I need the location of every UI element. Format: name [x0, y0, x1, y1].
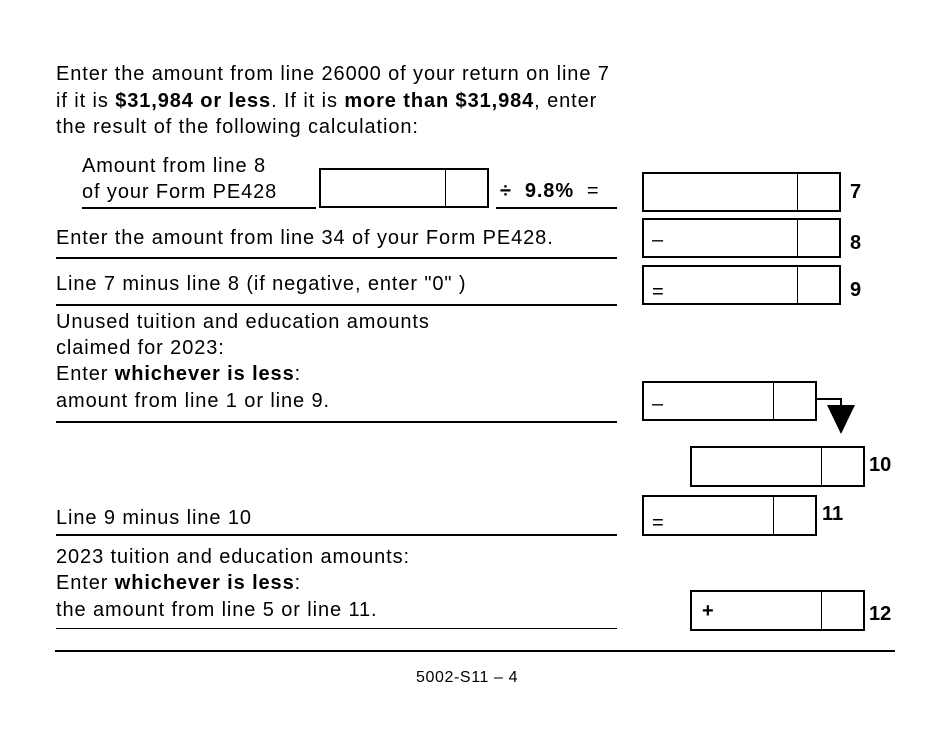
intro-line-2: [56, 88, 597, 114]
line7-label-1: Amount from line 8: [82, 155, 267, 177]
intro-threshold-more: more than $31,984: [344, 90, 535, 112]
line7-operator-rule: [496, 207, 617, 209]
cents-divider: [773, 383, 774, 419]
cents-divider: [797, 220, 798, 256]
line12-text: Enter: [56, 572, 115, 594]
line12-emphasis: whichever is less: [114, 572, 295, 594]
line7-amount-field[interactable]: [642, 172, 841, 212]
line12-text: :: [294, 572, 302, 594]
intro-line-1: Enter the amount from line 26000 of your return on line 7: [56, 63, 610, 85]
line7-rate: 9.8%: [524, 180, 574, 202]
cents-divider: [797, 174, 798, 210]
pe428-line8-amount-field[interactable]: [319, 168, 489, 208]
plus-symbol: +: [702, 600, 714, 622]
minus-symbol: –: [652, 393, 664, 415]
line9-label: Line 7 minus line 8 (if negative, enter "0" ): [56, 273, 467, 295]
line-number-7: 7: [850, 181, 862, 203]
intro-text: . If it is: [271, 90, 345, 112]
line11-label: Line 9 minus line 10: [56, 507, 252, 529]
line9-rule: [56, 304, 617, 306]
line10-rule: [56, 421, 617, 423]
carry-arrow-icon: [815, 397, 859, 437]
line8-amount-field[interactable]: [642, 218, 841, 258]
line10-label-2: claimed for 2023:: [56, 337, 225, 359]
divide-symbol: ÷: [500, 180, 512, 202]
line-number-12: 12: [869, 603, 892, 625]
line8-rule: [56, 257, 617, 259]
line-number-8: 8: [850, 232, 862, 254]
line10-amount-field[interactable]: [690, 446, 865, 487]
line7-label-rule: [82, 207, 316, 209]
intro-line-3: the result of the following calculation:: [56, 116, 419, 138]
line10-emphasis: whichever is less: [114, 363, 295, 385]
intro-text: if it is: [56, 90, 116, 112]
line12-rule: [56, 628, 617, 629]
line11-amount-field[interactable]: [642, 495, 817, 536]
line12-label-3: the amount from line 5 or line 11.: [56, 599, 378, 621]
line10-label-1: Unused tuition and education amounts: [56, 311, 430, 333]
line10-label-4: amount from line 1 or line 9.: [56, 390, 331, 412]
line10-text: :: [294, 363, 302, 385]
intro-text: , enter: [534, 90, 598, 112]
cents-divider: [445, 170, 446, 206]
cents-divider: [773, 497, 774, 534]
line12-label-2: [56, 570, 301, 596]
cents-divider: [797, 267, 798, 303]
line10-working-field[interactable]: [642, 381, 817, 421]
equals-symbol: =: [652, 512, 664, 534]
line12-label-1: 2023 tuition and education amounts:: [56, 546, 410, 568]
equals-symbol: =: [586, 180, 600, 202]
line11-rule: [56, 534, 617, 536]
line-number-10: 10: [869, 454, 892, 476]
footer-rule: [55, 650, 895, 652]
line9-amount-field[interactable]: [642, 265, 841, 305]
line8-label: Enter the amount from line 34 of your Form PE428.: [56, 227, 554, 249]
line10-label-3: [56, 361, 301, 387]
cents-divider: [821, 448, 822, 485]
line-number-9: 9: [850, 279, 862, 301]
line12-amount-field[interactable]: [690, 590, 865, 631]
cents-divider: [821, 592, 822, 629]
line-number-11: 11: [822, 503, 844, 525]
line7-label-2: of your Form PE428: [82, 181, 278, 203]
intro-threshold-less: $31,984 or less: [115, 90, 272, 112]
form-page-id: 5002-S11 – 4: [416, 669, 519, 686]
minus-symbol: –: [652, 229, 664, 251]
line7-operator: [500, 178, 600, 204]
line10-text: Enter: [56, 363, 115, 385]
equals-symbol: =: [652, 281, 664, 303]
